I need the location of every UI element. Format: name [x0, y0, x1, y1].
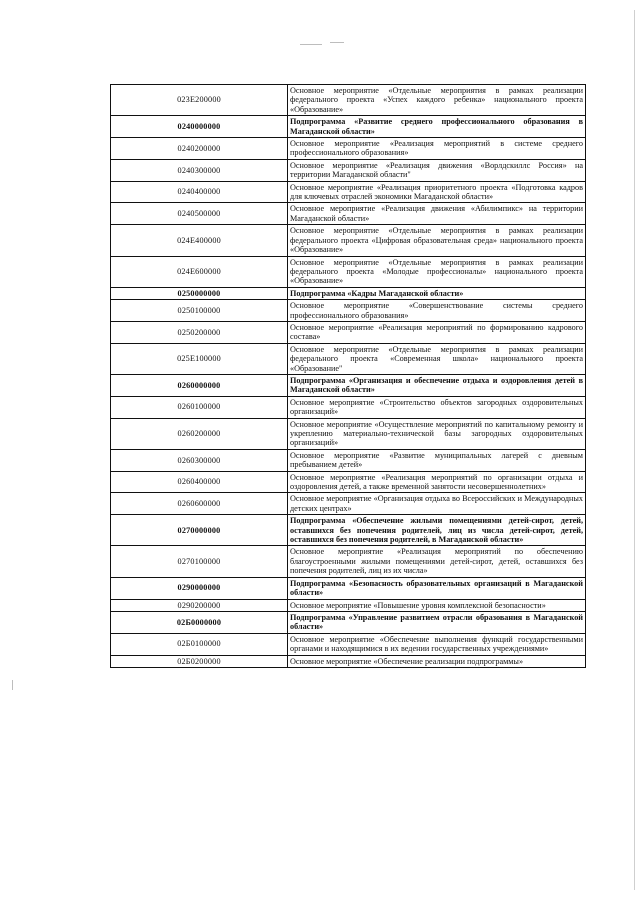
description-cell: Основное мероприятие «Строительство объектов загородных оздоровительных организаций»	[288, 396, 586, 418]
code-cell: 0260100000	[111, 396, 288, 418]
scan-mark	[300, 44, 322, 45]
table-row	[111, 287, 586, 299]
code-cell: 0240300000	[111, 159, 288, 181]
table-row	[111, 515, 586, 546]
budget-classification-table	[110, 84, 586, 668]
code-cell: 0240400000	[111, 181, 288, 203]
description-cell: Основное мероприятие «Отдельные мероприятия в рамках реализации федерального проекта «Молодые профессионалы» национального проекта «Образование»	[288, 256, 586, 287]
table-row	[111, 449, 586, 471]
table-row	[111, 655, 586, 667]
table-row	[111, 159, 586, 181]
table-row	[111, 577, 586, 599]
description-cell: Основное мероприятие «Обеспечение реализации подпрограммы»	[288, 655, 586, 667]
description-cell: Подпрограмма «Обеспечение жилыми помещениями детей-сирот, детей, оставшихся без попечения родителей, лиц из числа детей-сирот, детей, оставшихся без попечения родителей, в Магаданской области»	[288, 515, 586, 546]
description-cell: Основное мероприятие «Отдельные мероприятия в рамках реализации федерального проекта «Успех каждого ребенка» национального проекта «Образование»	[288, 85, 586, 116]
table-row	[111, 546, 586, 577]
code-cell: 02Б0100000	[111, 633, 288, 655]
description-cell: Подпрограмма «Организация и обеспечение отдыха и оздоровления детей в Магаданской области»	[288, 374, 586, 396]
description-cell: Основное мероприятие «Реализация движения «Ворлдскиллс Россия» на территории Магаданской области"	[288, 159, 586, 181]
table-row	[111, 225, 586, 256]
scan-mark	[12, 680, 13, 690]
code-cell: 02Б0200000	[111, 655, 288, 667]
description-cell: Подпрограмма «Кадры Магаданской области»	[288, 287, 586, 299]
table-row	[111, 599, 586, 611]
code-cell: 0250200000	[111, 321, 288, 343]
code-cell: 0260300000	[111, 449, 288, 471]
table-row	[111, 374, 586, 396]
table-row	[111, 471, 586, 493]
table-row	[111, 493, 586, 515]
description-cell: Основное мероприятие «Обеспечение выполнения функций государственными органами и находящимися в их ведении государственных учреждениями»	[288, 633, 586, 655]
code-cell: 025E100000	[111, 343, 288, 374]
code-cell: 02Б0000000	[111, 611, 288, 633]
table-row	[111, 321, 586, 343]
code-cell: 024E600000	[111, 256, 288, 287]
page-edge	[634, 10, 635, 890]
description-cell: Основное мероприятие «Реализация мероприятий по обеспечению благоустроенными жилыми помещениями детей-сирот, детей, оставшихся без попечения родителей, лиц из их числа»	[288, 546, 586, 577]
table-row	[111, 116, 586, 138]
table-row	[111, 611, 586, 633]
table-row	[111, 256, 586, 287]
description-cell: Подпрограмма «Управление развитием отрасли образования в Магаданской области»	[288, 611, 586, 633]
description-cell: Основное мероприятие «Осуществление мероприятий по капитальному ремонту и укреплению материально-технической базы загородных оздоровительных организаций»	[288, 418, 586, 449]
code-cell: 0250000000	[111, 287, 288, 299]
code-cell: 0290000000	[111, 577, 288, 599]
code-cell: 0240000000	[111, 116, 288, 138]
code-cell: 0240500000	[111, 203, 288, 225]
description-cell: Подпрограмма «Безопасность образовательных организаций в Магаданской области»	[288, 577, 586, 599]
table-row	[111, 418, 586, 449]
description-cell: Основное мероприятие «Отдельные мероприятия в рамках реализации федерального проекта «Современная школа» национального проекта «Образование"	[288, 343, 586, 374]
table-row	[111, 85, 586, 116]
code-cell: 0250100000	[111, 300, 288, 322]
code-cell: 0270100000	[111, 546, 288, 577]
description-cell: Основное мероприятие «Развитие муниципальных лагерей с дневным пребыванием детей»	[288, 449, 586, 471]
description-cell: Основное мероприятие «Отдельные мероприятия в рамках реализации федерального проекта «Цифровая образовательная среда» национального проекта «Образование»	[288, 225, 586, 256]
scan-mark	[330, 42, 344, 43]
description-cell: Основное мероприятие «Повышение уровня комплексной безопасности»	[288, 599, 586, 611]
code-cell: 0290200000	[111, 599, 288, 611]
description-cell: Основное мероприятие «Реализация мероприятий в системе среднего профессионального образования»	[288, 138, 586, 160]
table-row	[111, 343, 586, 374]
code-cell: 0260000000	[111, 374, 288, 396]
code-cell: 0270000000	[111, 515, 288, 546]
code-cell: 0240200000	[111, 138, 288, 160]
table-row	[111, 396, 586, 418]
table-row	[111, 633, 586, 655]
description-cell: Основное мероприятие «Реализация движения «Абилимпикс» на территории Магаданской области»	[288, 203, 586, 225]
description-cell: Основное мероприятие «Реализация приоритетного проекта «Подготовка кадров для ключевых отраслей экономики Магаданской области»	[288, 181, 586, 203]
table-row	[111, 300, 586, 322]
code-cell: 0260400000	[111, 471, 288, 493]
code-cell: 023E200000	[111, 85, 288, 116]
table-row	[111, 181, 586, 203]
code-cell: 0260600000	[111, 493, 288, 515]
description-cell: Основное мероприятие «Организация отдыха во Всероссийских и Международных детских центрах»	[288, 493, 586, 515]
table-row	[111, 203, 586, 225]
code-cell: 0260200000	[111, 418, 288, 449]
description-cell: Основное мероприятие «Реализация мероприятий по организации отдыха и оздоровления детей, а также временной занятости несовершеннолетних»	[288, 471, 586, 493]
table-row	[111, 138, 586, 160]
description-cell: Основное мероприятие «Реализация мероприятий по формированию кадрового состава»	[288, 321, 586, 343]
code-cell: 024E400000	[111, 225, 288, 256]
description-cell: Основное мероприятие «Совершенствование системы среднего профессионального образования»	[288, 300, 586, 322]
description-cell: Подпрограмма «Развитие среднего профессионального образования в Магаданской области»	[288, 116, 586, 138]
